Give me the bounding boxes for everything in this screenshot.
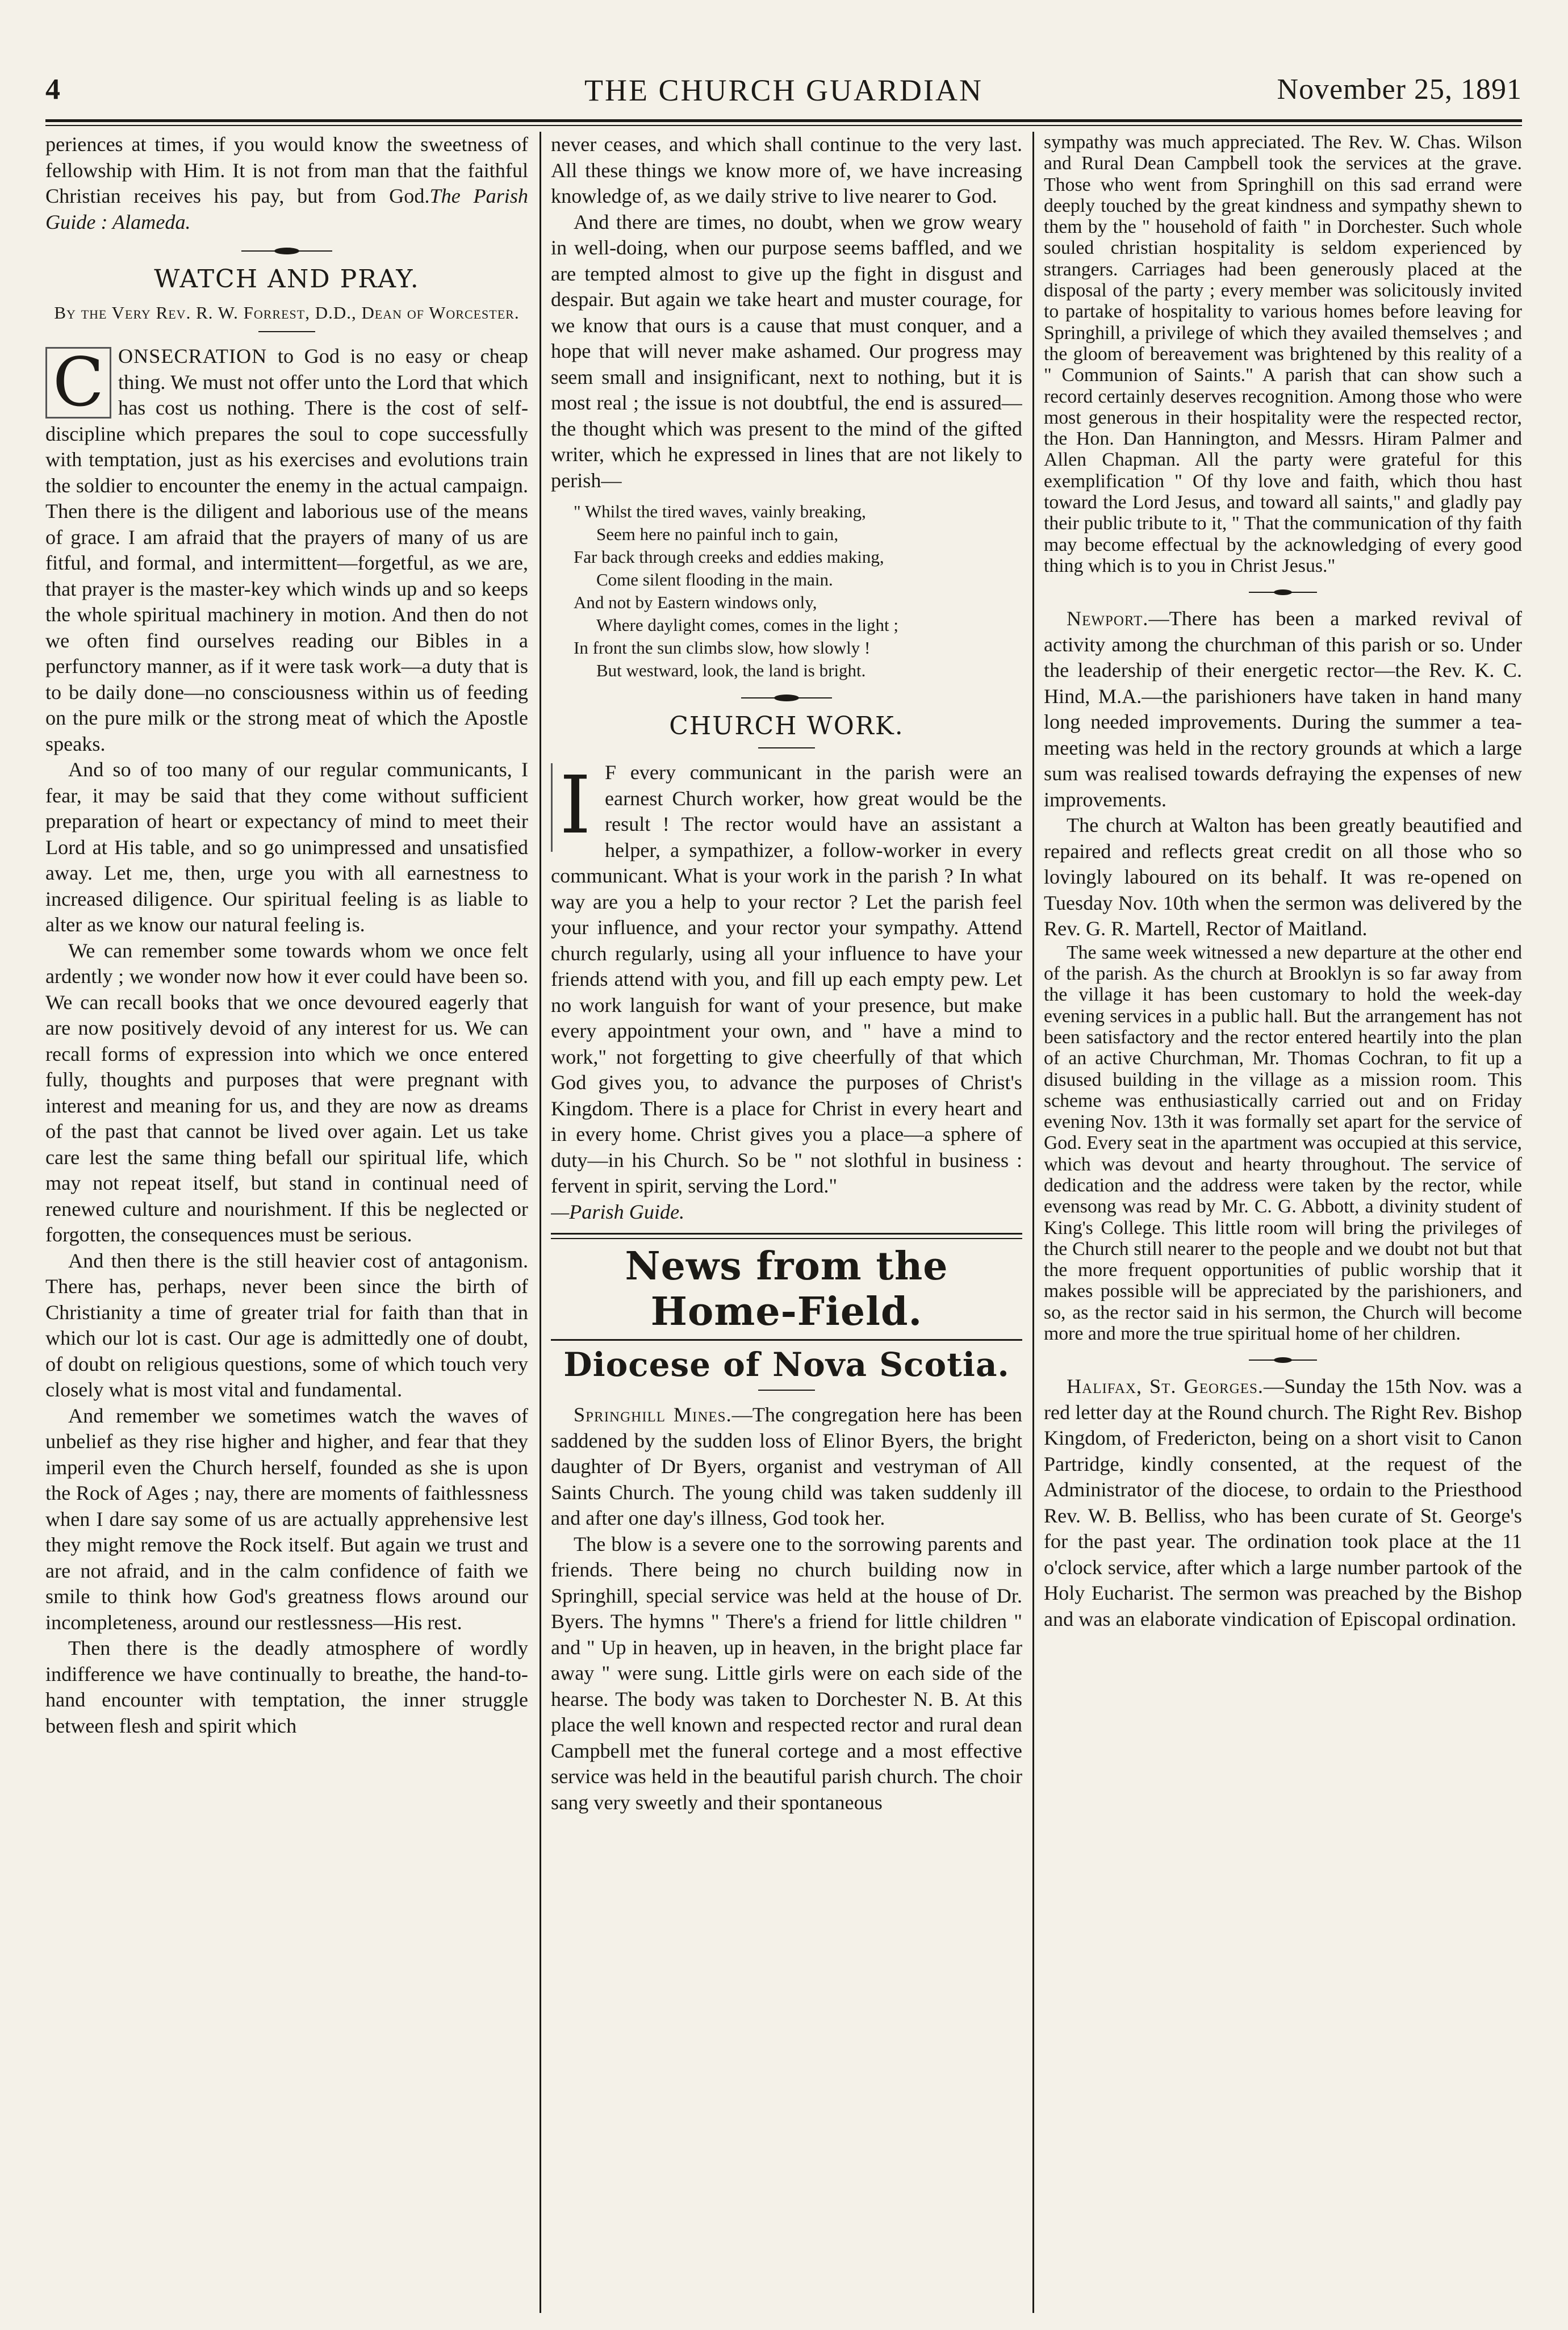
column-rule [1032,132,1034,2313]
source-credit: The Parish Guide : Alameda. [45,185,528,233]
issue-date: November 25, 1891 [1277,73,1522,106]
article-headline: WATCH AND PRAY. [154,265,420,294]
article-paragraph: never ceases, and which shall continue to the very last. All these things we know more of, we have increasing knowledge of, as we daily strive to live nearer to God. [551,133,1022,207]
article-headline: CHURCH WORK. [669,712,904,741]
article-paragraph: And there are times, no doubt, when we grow weary in well-doing, when our purpose seems baffled, and we are tempted almost to give up the fight in disgust and despair. But again we take heart and muster courage, for we know that ours is a cause that must conquer, and a hope that will never make ashamed. Our progress may seem small and insignificant, next to nothing, but it is most real ; the issue is not doubtful, the end is assured—the thought which was present to the mind of the gifted writer, which he expressed in lines that are not likely to perish— [551,210,1022,492]
poem-line: Seem here no painful inch to gain, [596,524,839,544]
poem-line: But westward, look, the land is bright. [596,660,866,680]
article-paragraph: And so of too many of our regular communicants, I fear, it may be said that they come without sufficient preparation of heart or expectancy of mind to meet their Lord at His table, and so go unimpressed and unsatisfied away. Let me, then, urge you with all earnestness to increased diligence. Our spiritual feeling is as liable to alter as we know our natural feeling is. [45,758,528,936]
source-credit: —Parish Guide. [551,1200,685,1223]
newspaper-title: THE CHURCH GUARDIAN [584,73,983,107]
article-paragraph: We can remember some towards whom we once felt ardently ; we wonder now how it ever could have been so. We can recall books that we once devoured eagerly that are now positively devoid of any interest for us. We can recall forms of expression into which we once entered fully, thoughts and purposes that were pregnant with interest and meaning for us, and they are now as dreams of the past that cannot be lived over again. Let us take care lest the same thing befall our spiritual life, which may not repeat itself, but stand in continual need of renewed culture and nourishment. If this be neglected or forgotten, the consequences must be serious. [45,939,528,1246]
poem-line: In front the sun climbs slow, how slowly ! [574,638,871,658]
column-rule [540,132,541,2313]
article-paragraph: The blow is a severe one to the sorrowing parents and friends. There being no church building now in Springhill, special service was held at the house of Dr. Byers. The hymns " There's a friend for little children " and " Up in heaven, up in heaven, in the bright place far away " were sung. Little girls were on each side of the hearse. The body was taken to Dorchester N. B. At this place the well known and respected rector and rural dean Campbell met the funeral cortege and a most effective service was held in the beautiful parish church. The choir sang very sweetly and their spontaneous [551,1532,1022,1814]
ornamental-divider [45,245,528,257]
article-paragraph: The church at Walton has been greatly beautified and repaired and reflects great credit on all those who so lovingly laboured on its behalf. It was re-opened on Tuesday Nov. 10th when the sermon was delivered by the Rev. G. R. Martell, Rector of Maitland. [1044,814,1522,940]
section-rule [551,1233,1022,1239]
ornamental-divider [551,692,1022,704]
short-rule [758,1390,815,1391]
poem-line: Far back through creeks and eddies making, [574,547,884,567]
article-paragraph: sympathy was much appreciated. The Rev. W. Chas. Wilson and Rural Dean Campbell took the services at the grave. Those who went from Springhill on this sad errand were deeply touched by the great kindness and sympathy shewn to them by the " household of faith " in Dorchester. Such whole souled christian hospitality is seldom experienced by strangers. Carriages had been generously placed at the disposal of the party ; every member was solicitously invited to partake of hospitality to various homes before leaving for Springhill, a privilege of which they availed themselves ; and the gloom of bereavement was brightened by this reality of a " Communion of Saints." A parish that can show such a record certainly deserves recognition. Among those who were most generous in their hospitality were the respected rector, the Hon. Dan Hannington, and Messrs. Hiram Palmer and Allen Chapman. All the party were grateful for this exemplification " Of thy love and faith, which thou hast toward the Lord Jesus, and toward all saints," and gladly pay their public tribute to it, " That the communication of thy faith may become effectual by the acknowledging of every good thing which is to you in Christ Jesus." [1044,132,1522,576]
section-rule [551,1339,1022,1341]
byline: By the Very Rev. R. W. Forrest, D.D., Dean of Worcester. [54,303,520,323]
poem [574,500,1022,682]
article-paragraph: Springhill Mines.—The congregation here has been saddened by the sudden loss of Elinor Byers, the bright daughter of Dr Byers, organist and vestryman of All Saints Church. The young child was taken suddenly ill and after one day's illness, God took her. [551,1403,1022,1529]
column-2 [551,132,1022,2313]
section-headline: News from the Home-Field. [625,1244,948,1335]
drop-cap: I [551,763,598,852]
article-paragraph: Halifax, St. Georges.—Sunday the 15th Nov. was a red letter day at the Round church. The Right Rev. Bishop Kingdom, of Fredericton, being on a short visit to Canon Partridge, kindly consented, at the request of the Administrator of the diocese, to ordain to the Priesthood Rev. W. B. Belliss, who has been curate of St. George's for the past year. The ordination took place at the 11 o'clock service, after which a large number partook of the Holy Eucharist. The sermon was preached by the Bishop and was an elaborate vindication of Episcopal ordination. [1044,1375,1522,1630]
article-paragraph: And remember we sometimes watch the waves of unbelief as they rise higher and higher, and fear that they imperil even the Church herself, founded as she is upon the Rock of Ages ; nay, there are moments of faithlessness when I dare say some of us are actually apprehensive lest they might remove the Rock itself. But again we trust and are not afraid, and in the calm confidence of faith we smile to think how God's greatness flows around our incompleteness, around our restlessness—His rest. [45,1404,528,1634]
poem-line: Where daylight comes, comes in the light ; [596,615,899,635]
article-paragraph: The same week witnessed a new departure at the other end of the parish. As the church at Brooklyn is so far away from the village it has been customary to hold the week-day evening services in a public hall. But the arrangement has not been satisfactory and the rector entered heartily into the plan of an active Churchman, Mr. Thomas Cochran, to fit up a disused building in the village as a mission room. This scheme was enthusiastically carried out and on Friday evening Nov. 13th it was formally set apart for the service of God. Every seat in the apartment was occupied at this service, which was devout and hearty throughout. The service of dedication and the address were taken by the rector, while evensong was read by Mr. C. G. Abbott, a divinity student of King's College. This little room will bring the privileges of the Church still nearer to the people and we doubt not but that the more frequent opportunities of public worship that it makes possible will be appreciated by the parishioners, and so, as the rector said in his sermon, the Church will become more and more the true spiritual home of her children. [1044,942,1522,1345]
article-paragraph: C ONSECRATION to God is no easy or cheap thing. We must not offer unto the Lord that which has cost us nothing. There is the cost of self-discipline which prepares the soul to cope successfully with temptation, just as his exercises and evolutions train the soldier to encounter the enemy in the actual campaign. Then there is the diligent and laborious use of the means of grace. I am afraid that the prayers of many of us are fitful, and formal, and intermittent—forgetful, as we are, that prayer is the master-key which winds up and so keeps the whole spiritual machinery in motion. And then do not we often find ourselves reading our Bibles in a perfunctory manner, as if it were task work—a duty that is to be daily done—no consciousness within us of feeding on the pure milk or the strong meat of which the Apostle speaks. [45,343,528,755]
article-paragraph: I F every communicant in the parish were an earnest Church worker, how great would be the result ! The rector would have an assistant a helper, a sympathizer, a follow-worker in every communicant. What is your work in the parish ? In what way are you a help to your rector ? Let the parish feel your influence, and your rector your sympathy. Attend church regularly, using all your influence to have your friends attend with you, and fill up each empty pew. Let no work languish for want of your presence, but make every appointment your own, and " have a mind to work," not forgetting to give cheerfully of that which God gives you, to advance the purposes of Christ's Kingdom. There is a place for Christ in every heart and in every home. Christ gives you a place—a sphere of duty—in his Church. So be " not slothful in business : fervent in spirit, serving the Lord." [551,759,1022,1197]
article-paragraph: periences at times, if you would know the sweetness of fellowship with Him. It is not from man that the faithful Christian receives his pay, but from God.The Parish Guide : Alameda. [45,133,528,233]
diocese-headline: Diocese of Nova Scotia. [563,1345,1010,1384]
article-paragraph: Then there is the deadly atmosphere of wordly indifference we have continually to breathe, the hand-to-hand encounter with temptation, the inner struggle between flesh and spirit which [45,1637,528,1737]
masthead [45,73,1522,112]
poem-line: And not by Eastern windows only, [574,592,817,612]
page-number: 4 [45,73,60,106]
masthead-rule-thin [45,125,1522,126]
column-1 [45,132,528,2313]
ornamental-divider [1044,1354,1522,1366]
short-rule [258,331,315,332]
article-paragraph: Newport.—There has been a marked revival of activity among the churchman of this parish or so. Under the leadership of their energetic rector—the Rev. K. C. Hind, M.A.—the parishioners have taken in hand many long needed improvements. During the summer a tea-meeting was held in the rectory grounds at which a large sum was realised towards defraying the expenses of new improvements. [1044,607,1522,811]
column-3 [1044,132,1522,2313]
poem-line: " Whilst the tired waves, vainly breaking, [574,501,866,521]
article-paragraph: And then there is the still heavier cost of antagonism. There has, perhaps, never been since the birth of Christianity a time of greater trial for faith than that in which our lot is cast. Our age is admittedly one of doubt, of doubt on religious questions, some of which touch very closely what is most vital and fundamental. [45,1249,528,1401]
poem-line: Come silent flooding in the main. [596,570,833,589]
short-rule [758,747,815,748]
ornamental-divider [1044,587,1522,598]
drop-cap: C [45,347,111,419]
masthead-rule [45,119,1522,122]
